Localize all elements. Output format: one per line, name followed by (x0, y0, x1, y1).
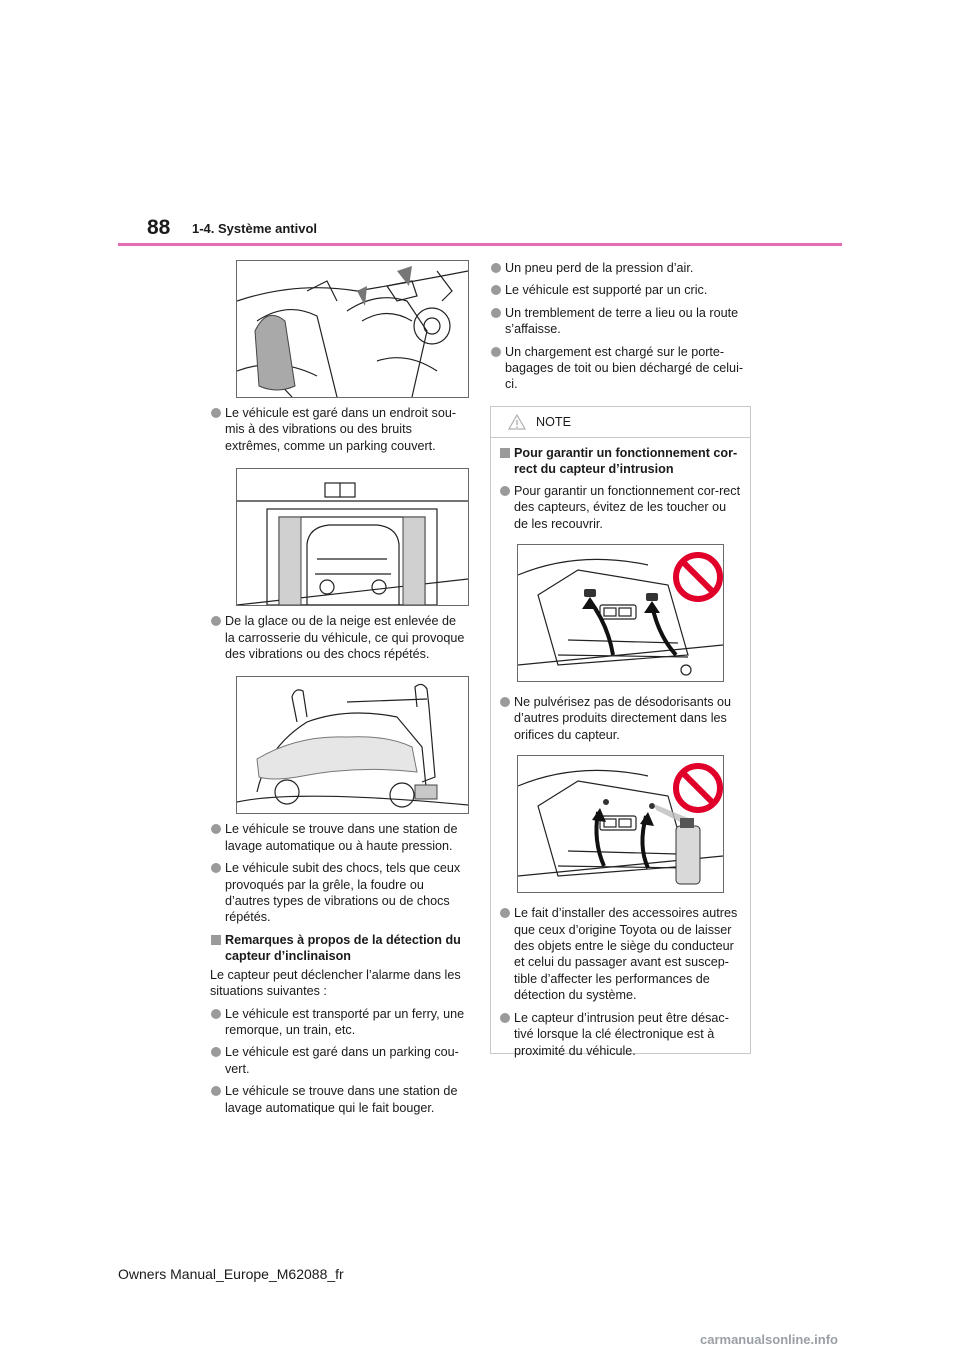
list-item: Le véhicule est transporté par un ferry, une remorque, un train, etc. (210, 1006, 468, 1039)
page-number: 88 (147, 216, 171, 239)
figure-covered-parking (236, 468, 469, 606)
list-item: Le véhicule est garé dans un endroit sou-mis à des vibrations ou des bruits extrêmes, comme un parking couvert. (210, 405, 468, 454)
watermark: carmanualsonline.info (700, 1332, 838, 1347)
list-item: Un chargement est chargé sur le porte-bagages de toit ou bien déchargé de celui-ci. (490, 344, 748, 393)
list-item: De la glace ou de la neige est enlevée de la carrosserie du véhicule, ce qui provoque des vibrations ou des chocs répétés. (210, 613, 468, 662)
warning-icon (508, 414, 526, 430)
prohibition-icon (676, 555, 720, 599)
note-label: NOTE (536, 415, 571, 429)
list-item: Le fait d’installer des accessoires autres que ceux d’origine Toyota ou de laisser des objets entre le siège du conducteur et celui du passager avant est suscep-tible d’affecter les performances de détection du système. (499, 905, 743, 1003)
list-item: Le véhicule est garé dans un parking cou-vert. (210, 1044, 468, 1077)
note-box (490, 406, 751, 1058)
paragraph: Le capteur peut déclencher l’alarme dans les situations suivantes : (210, 967, 461, 999)
list-item: Pour garantir un fonctionnement cor-rect des capteurs, évitez de les toucher ou de les recouvrir. (499, 483, 743, 532)
list-item: Le véhicule se trouve dans une station de lavage automatique ou à haute pression. (210, 821, 468, 854)
figure-car-interior (236, 260, 469, 398)
list-item: Un tremblement de terre a lieu ou la route s’affaisse. (490, 305, 748, 338)
list-item: Un pneu perd de la pression d’air. (490, 260, 748, 276)
figure-do-not-touch-sensor (517, 544, 724, 682)
list-item: Le véhicule se trouve dans une station de lavage automatique qui le fait bouger. (210, 1083, 468, 1116)
note-body (499, 445, 743, 1059)
subheading: Remarques à propos de la détection du capteur d’inclinaison (210, 932, 468, 965)
list-item: Le véhicule est supporté par un cric. (490, 282, 748, 298)
left-column (210, 260, 468, 1116)
note-heading: Pour garantir un fonctionnement cor-rect du capteur d’intrusion (499, 445, 743, 478)
right-column (490, 260, 748, 393)
header-rule (118, 243, 842, 246)
note-header (491, 407, 750, 438)
list-item: Le capteur d’intrusion peut être désac-tivé lorsque la clé électronique est à proximité du véhicule. (499, 1010, 743, 1059)
section-title: 1-4. Système antivol (192, 221, 317, 236)
prohibition-icon (676, 766, 720, 810)
figure-no-spray-sensor (517, 755, 724, 893)
list-item: Ne pulvérisez pas de désodorisants ou d’autres produits directement dans les orifices du capteur. (499, 694, 743, 743)
footer-text: Owners Manual_Europe_M62088_fr (118, 1266, 344, 1282)
figure-snow-removal (236, 676, 469, 814)
list-item: Le véhicule subit des chocs, tels que ceux provoqués par la grêle, la foudre ou d’autres types de vibrations ou de chocs répétés. (210, 860, 468, 926)
